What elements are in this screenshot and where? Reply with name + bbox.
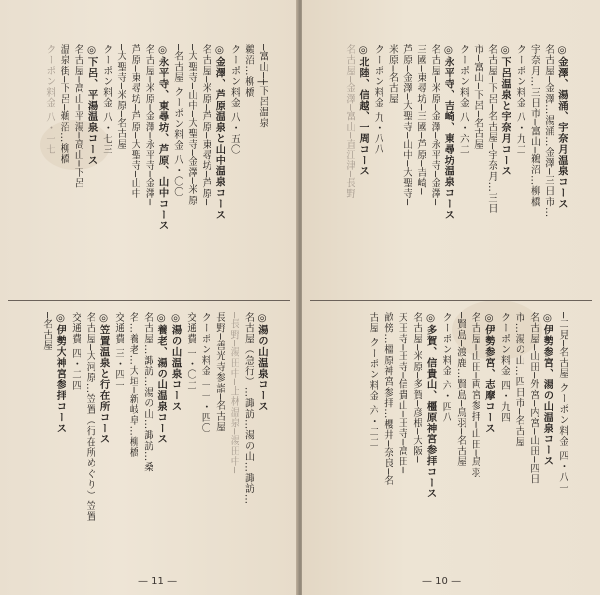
route-line: 名古屋─米原─金澤─永平寺─金澤─: [143, 44, 155, 206]
page-number: — 11 —: [138, 576, 178, 587]
route-line: 古屋 クーポン料金 六・二二: [367, 312, 379, 448]
route-line: 交通費 四・二四: [69, 312, 81, 391]
route-line: ─名古屋: [41, 312, 52, 351]
route-line: 畝傍…橿原神宮参拝…櫻井─奈良─名: [381, 312, 393, 486]
course-title: ◎伊勢参宮、湯の山温泉コース: [541, 312, 554, 467]
route-line: 名古屋─金澤…湯涌…金澤─三日市…: [542, 44, 554, 218]
course-title: ◎下呂、平湯温泉コース: [85, 44, 98, 166]
route-line: 名古屋（急行）…諏訪…湯の山…諏訪…: [242, 312, 254, 505]
route-line: 市…湯の山…四日市─名古屋: [513, 312, 525, 448]
route-line: クーポン料金 八・五〇: [228, 44, 240, 155]
route-line: 長野─善光寺参詣─名古屋: [213, 312, 225, 433]
course-title: ◎伊勢参宮、志摩コース: [483, 312, 495, 434]
route-line: クーポン料金 四・九四: [498, 312, 510, 423]
route-line: クーポン料金 九・八八: [372, 44, 384, 155]
course-title: ◎笠置温泉と行在所コース: [97, 312, 110, 445]
route-line: ─大聖寺─山中─大聖寺─金澤─米原: [186, 44, 197, 206]
route-line: 宇奈月…三日市─富山─鵜沼…柳橋: [528, 44, 540, 208]
route-line: 温泉街─下呂─鵜沼…柳橋: [58, 44, 70, 165]
route-line: 名古屋─金澤─富山─直江津─長野: [344, 44, 355, 199]
route-line: クーポン料金 八・九二: [514, 44, 526, 155]
route-line: クーポン料金 八・六二: [457, 44, 469, 155]
route-line: 芦原─金澤─大聖寺─山中─大聖寺─: [400, 44, 412, 206]
course-title: ◎北陸、信越、一周コース: [357, 44, 370, 177]
course-title: ◎伊勢大神宮参拝コース: [54, 312, 67, 434]
route-line: 名…養老…大垣─新岐阜…柳橋: [127, 312, 139, 458]
course-title: ◎金澤、芦原温泉と山中温泉コース: [213, 44, 226, 220]
route-line: 名古屋─米原─芦原─東尋坊─芦原─: [200, 44, 212, 206]
route-line: 交通費 三・四一: [113, 312, 124, 391]
route-line: 名古屋─米原─金澤─永平寺─金澤─: [429, 44, 441, 206]
route-line: 芦原─東尋坊─芦原─大聖寺─山中: [129, 44, 141, 199]
route-line: 名古屋─山田─両宮参拝─山田─鳥羽: [469, 312, 481, 478]
route-line: 米原─名古屋: [386, 44, 398, 105]
route-line: 名古屋─大河原…笠置（行在所めぐり）笠置: [84, 312, 96, 522]
course-title: ◎金澤、湯涌、宇奈月温泉コース: [556, 44, 568, 210]
page-number: — 10 —: [422, 576, 462, 587]
route-line: 名古屋─山田─外宮─内宮─山田─四日: [527, 312, 539, 485]
route-line: 市─富山─下呂─名古屋: [471, 44, 483, 150]
route-line: 名古屋─高山─平湯─高山─下呂: [72, 44, 84, 189]
course-title: ◎下呂温泉と宇奈月コース: [499, 44, 512, 177]
route-line: 天王寺─王寺─信貴山─王寺─高田─: [396, 312, 408, 474]
route-line: 名古屋…諏訪…湯の山…諏訪…桑: [141, 312, 153, 473]
course-title: ◎永平寺、東尋坊、芦原、山中コース: [156, 44, 169, 231]
route-line: クーポン料金 一一・四〇: [199, 312, 211, 434]
route-line: クーポン料金 八・七三: [100, 44, 112, 155]
section-divider: [310, 300, 592, 301]
route-line: ─二見─名古屋 クーポン料金 四・八一: [557, 312, 568, 494]
route-line: 名古屋─下呂─名古屋─宇奈月…三日: [486, 44, 497, 214]
route-line: ─富山─┼下呂温泉: [257, 44, 268, 129]
course-title: ◎多賀、信貴山、橿原神宮参拝コース: [424, 312, 437, 499]
route-line: 名古屋─米原─多賀─彦根─大阪─: [411, 312, 422, 463]
section-divider: [8, 300, 290, 301]
route-line: ─賢島─渡鹿…賢島─鳥羽─名古屋: [454, 312, 466, 467]
route-line: ─名古屋 クーポン料金 八・〇〇: [171, 44, 183, 198]
route-line: クーポン料金 六・四八: [440, 312, 452, 423]
course-title: ◎養老、湯の山温泉コース: [155, 312, 168, 445]
route-line: 鵜沼…柳橋: [242, 44, 254, 98]
route-line: ─長野─湯田中─上林温泉─湯田中─: [228, 312, 240, 474]
route-line: クーポン料金 八・一七: [44, 44, 55, 155]
course-title: ◎永平寺、吉崎、東尋坊温泉コース: [442, 44, 455, 220]
route-line: ─大聖寺─米原─名古屋: [115, 44, 126, 150]
route-line: 交通費 一・〇二: [185, 312, 196, 391]
course-title: ◎湯の山温泉コース: [169, 312, 182, 412]
course-title: ◎湯の山温泉コース: [256, 312, 268, 412]
route-line: 三國─東尋坊─三國─芦原─吉崎─: [415, 44, 426, 195]
